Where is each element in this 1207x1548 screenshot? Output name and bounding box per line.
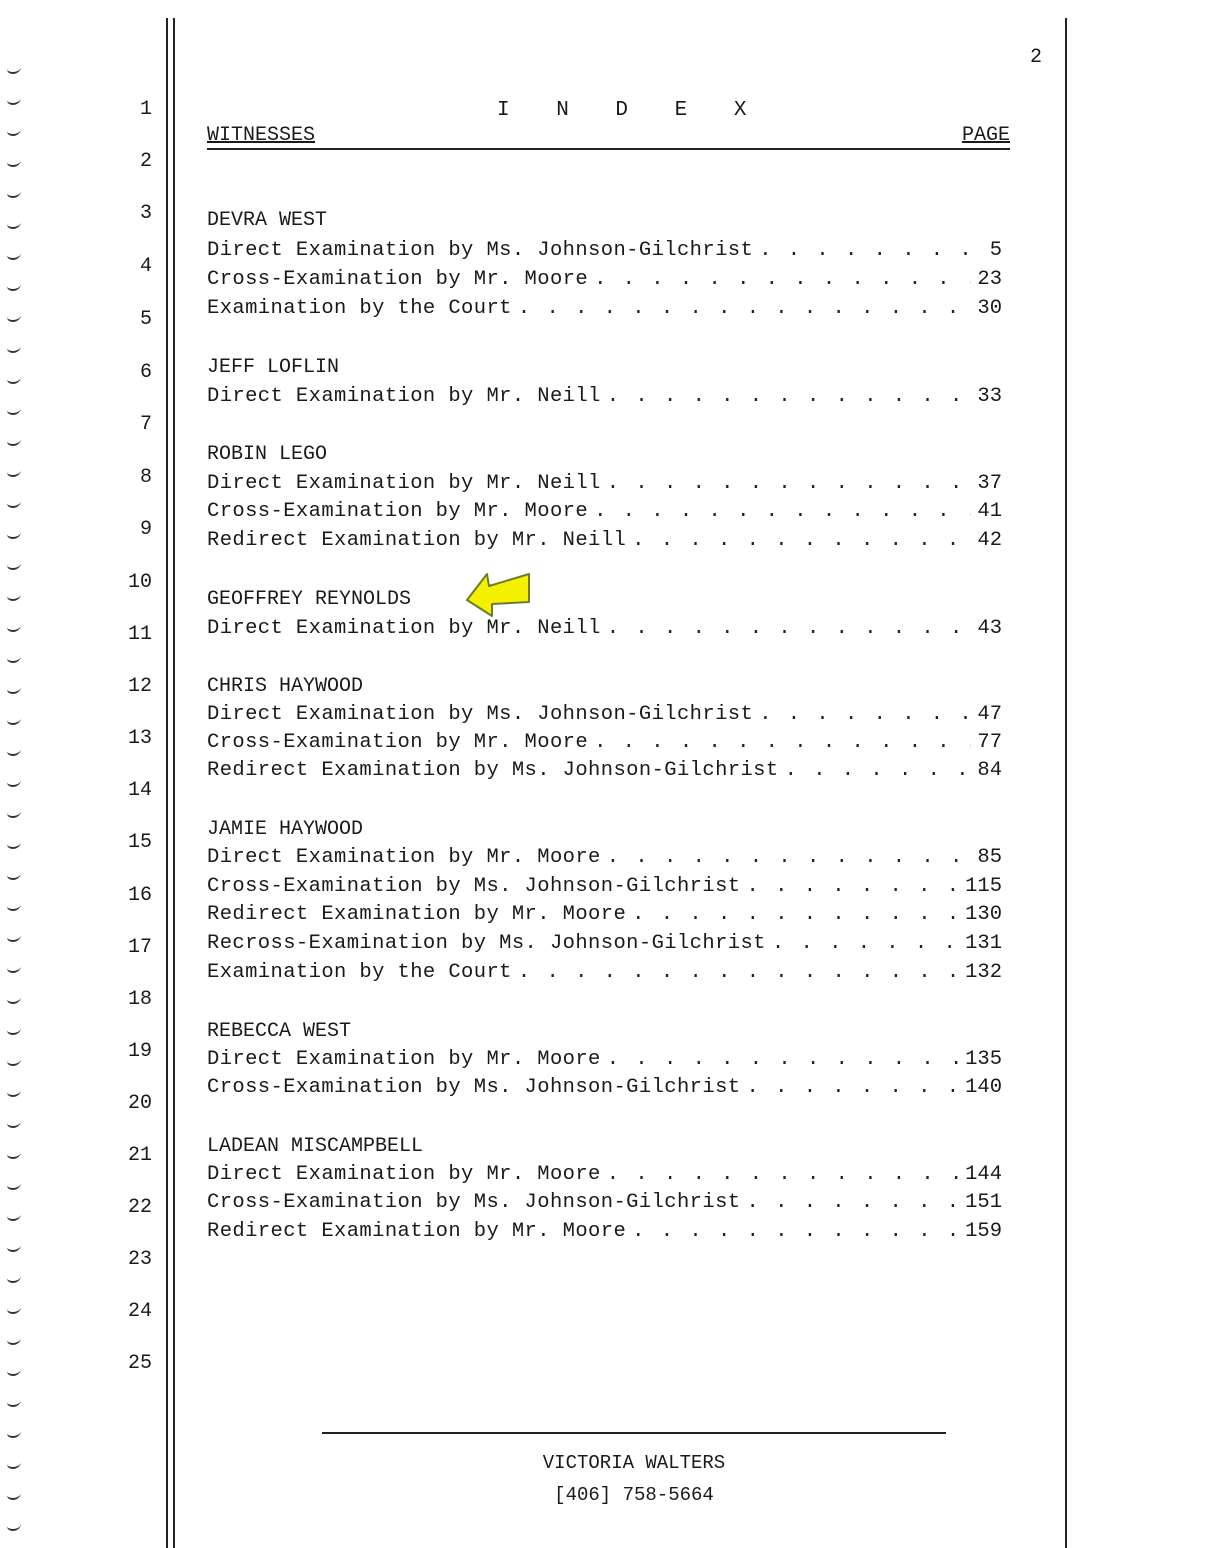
witness-name: ROBIN LEGO (207, 443, 328, 466)
dot-leader (746, 875, 959, 899)
line-number: 20 (127, 1092, 152, 1115)
line-number: 18 (127, 988, 152, 1011)
entry-page: 37 (977, 472, 1002, 495)
line-number: 6 (139, 361, 152, 384)
index-entry (207, 1163, 1002, 1187)
dot-leader (594, 500, 971, 524)
dot-leader (607, 472, 972, 496)
dot-leader (759, 239, 984, 263)
entry-page: 140 (965, 1076, 1002, 1099)
entry-page: 43 (977, 617, 1002, 640)
dot-leader (632, 1220, 959, 1244)
page-title: I N D E X (497, 99, 764, 122)
line-number: 2 (139, 150, 152, 173)
entry-page: 23 (977, 268, 1002, 291)
dot-leader (746, 1076, 959, 1100)
index-header (207, 124, 1010, 150)
dot-leader (632, 903, 959, 927)
footer-rule (322, 1432, 946, 1434)
index-entry (207, 1220, 1002, 1244)
line-number: 23 (127, 1248, 152, 1271)
witness-name: CHRIS HAYWOOD (207, 675, 364, 698)
index-entry (207, 239, 1002, 263)
line-number: 7 (139, 413, 152, 436)
index-entry (207, 1048, 1002, 1072)
dot-leader (594, 731, 971, 755)
entry-label: Redirect Examination by Mr. Neill (207, 529, 627, 552)
dot-leader (746, 1191, 959, 1215)
reporter-phone: [406] 758-5664 (554, 1484, 714, 1506)
index-entry (207, 297, 1002, 321)
line-number: 17 (127, 936, 152, 959)
entry-label: Redirect Examination by Mr. Moore (207, 903, 627, 926)
reporter-name: VICTORIA WALTERS (542, 1452, 726, 1474)
line-number: 5 (139, 308, 152, 331)
dot-leader (785, 759, 972, 783)
entry-page: 130 (965, 903, 1002, 926)
page-heading: PAGE (961, 124, 1010, 147)
witness-name: JAMIE HAYWOOD (207, 818, 364, 841)
index-entry (207, 500, 1002, 524)
dot-leader (518, 297, 972, 321)
dot-leader (772, 932, 959, 956)
index-entry (207, 759, 1002, 783)
witness-name: DEVRA WEST (207, 209, 328, 232)
arrow-left-icon (465, 570, 533, 618)
line-number: 11 (127, 623, 152, 646)
entry-label: Recross-Examination by Ms. Johnson-Gilchrist (207, 932, 766, 955)
page-number: 2 (1030, 46, 1043, 69)
index-entry (207, 617, 1002, 641)
entry-label: Cross-Examination by Ms. Johnson-Gilchrist (207, 1191, 741, 1214)
entry-page: 144 (965, 1163, 1002, 1186)
entry-page: 41 (977, 500, 1002, 523)
witness-name: LADEAN MISCAMPBELL (207, 1135, 424, 1158)
margin-rule-left-outer (166, 18, 168, 1548)
index-entry (207, 961, 1002, 985)
entry-page: 115 (965, 875, 1002, 898)
entry-page: 77 (977, 731, 1002, 754)
witness-name: REBECCA WEST (207, 1020, 352, 1043)
entry-page: 5 (989, 239, 1002, 262)
entry-page: 30 (977, 297, 1002, 320)
dot-leader (594, 268, 971, 292)
entry-label: Cross-Examination by Ms. Johnson-Gilchrist (207, 875, 741, 898)
entry-page: 47 (977, 703, 1002, 726)
entry-page: 131 (965, 932, 1002, 955)
entry-label: Cross-Examination by Mr. Moore (207, 268, 589, 291)
index-entry (207, 846, 1002, 870)
dot-leader (607, 1048, 959, 1072)
dot-leader (607, 846, 972, 870)
entry-page: 85 (977, 846, 1002, 869)
index-entry (207, 385, 1002, 409)
entry-label: Direct Examination by Mr. Moore (207, 1163, 601, 1186)
witnesses-heading: WITNESSES (207, 124, 316, 147)
line-number: 13 (127, 727, 152, 750)
entry-page: 42 (977, 529, 1002, 552)
entry-label: Direct Examination by Mr. Moore (207, 846, 601, 869)
line-number: 8 (139, 466, 152, 489)
index-entry (207, 932, 1002, 956)
index-entry (207, 703, 1002, 727)
index-entry (207, 1076, 1002, 1100)
line-number: 3 (139, 202, 152, 225)
witness-name: GEOFFREY REYNOLDS (207, 588, 412, 611)
dot-leader (632, 529, 971, 553)
line-number: 12 (127, 675, 152, 698)
line-number: 1 (139, 98, 152, 121)
entry-label: Direct Examination by Ms. Johnson-Gilchrist (207, 239, 754, 262)
line-number: 22 (127, 1196, 152, 1219)
index-entry (207, 529, 1002, 553)
entry-page: 135 (965, 1048, 1002, 1071)
entry-label: Direct Examination by Mr. Neill (207, 617, 601, 640)
line-number: 15 (127, 831, 152, 854)
entry-label: Direct Examination by Mr. Neill (207, 472, 601, 495)
entry-label: Cross-Examination by Mr. Moore (207, 500, 589, 523)
dot-leader (759, 703, 971, 727)
line-number: 10 (127, 571, 152, 594)
dot-leader (518, 961, 959, 985)
index-entry (207, 903, 1002, 927)
entry-label: Cross-Examination by Ms. Johnson-Gilchrist (207, 1076, 741, 1099)
dot-leader (607, 385, 972, 409)
line-number: 24 (127, 1300, 152, 1323)
line-number: 9 (139, 518, 152, 541)
line-number: 4 (139, 255, 152, 278)
line-number: 19 (127, 1040, 152, 1063)
witness-name: JEFF LOFLIN (207, 356, 340, 379)
entry-page: 159 (965, 1220, 1002, 1243)
entry-page: 132 (965, 961, 1002, 984)
entry-page: 33 (977, 385, 1002, 408)
index-entry (207, 268, 1002, 292)
index-entry (207, 1191, 1002, 1215)
line-number: 16 (127, 884, 152, 907)
entry-page: 84 (977, 759, 1002, 782)
index-entry (207, 731, 1002, 755)
entry-label: Examination by the Court (207, 961, 512, 984)
margin-rule-left-inner (173, 18, 175, 1548)
line-number: 14 (127, 779, 152, 802)
entry-label: Redirect Examination by Ms. Johnson-Gilchrist (207, 759, 779, 782)
entry-page: 151 (965, 1191, 1002, 1214)
entry-label: Cross-Examination by Mr. Moore (207, 731, 589, 754)
entry-label: Redirect Examination by Mr. Moore (207, 1220, 627, 1243)
entry-label: Direct Examination by Mr. Neill (207, 385, 601, 408)
line-number: 21 (127, 1144, 152, 1167)
index-entry (207, 875, 1002, 899)
line-number: 25 (127, 1352, 152, 1375)
entry-label: Direct Examination by Mr. Moore (207, 1048, 601, 1071)
dot-leader (607, 617, 972, 641)
index-entry (207, 472, 1002, 496)
entry-label: Direct Examination by Ms. Johnson-Gilchrist (207, 703, 754, 726)
margin-rule-right (1065, 18, 1067, 1548)
dot-leader (607, 1163, 959, 1187)
entry-label: Examination by the Court (207, 297, 512, 320)
